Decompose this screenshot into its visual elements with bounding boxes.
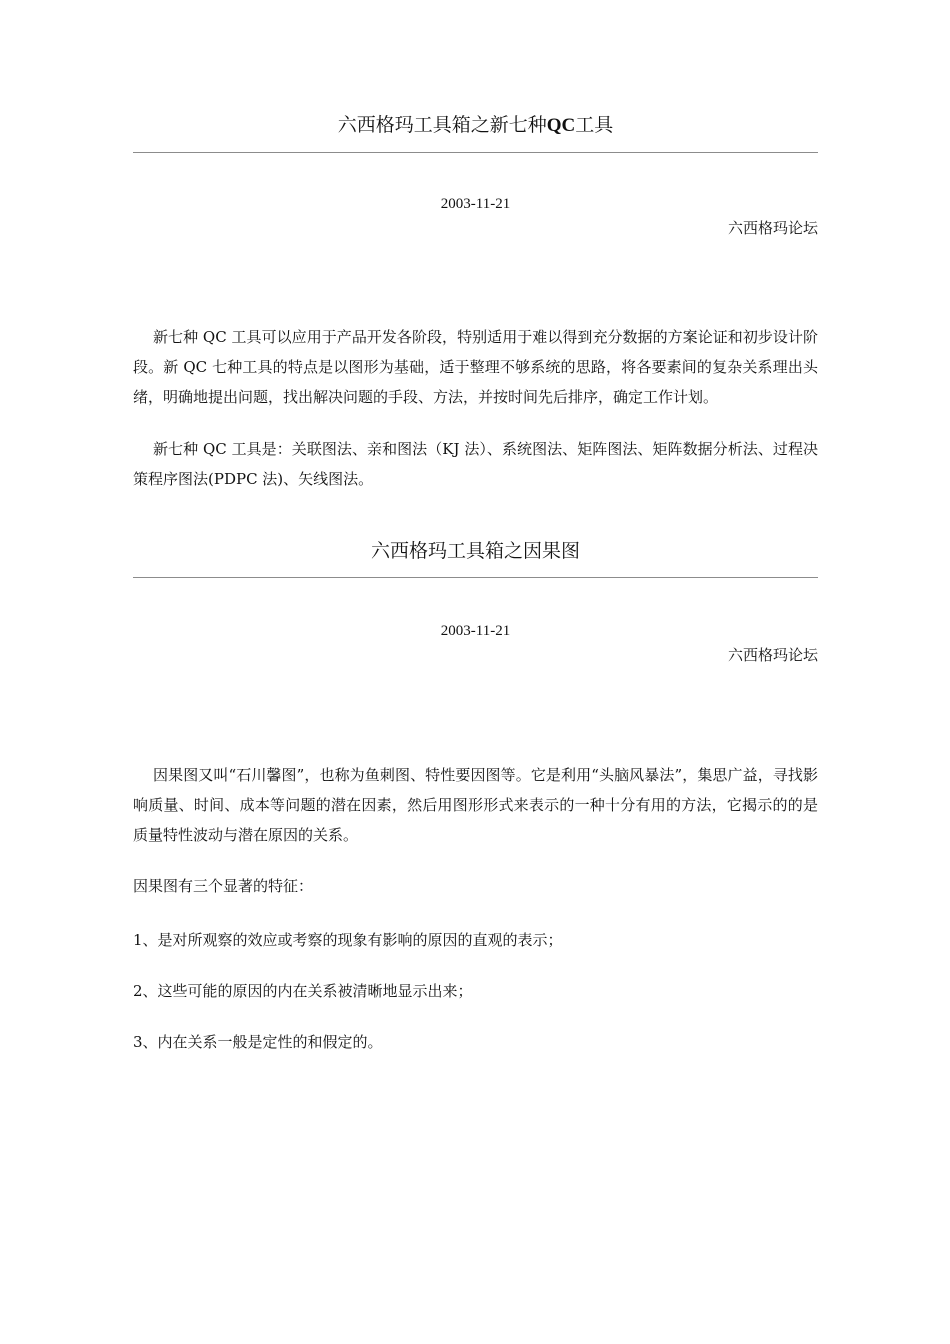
article-1-date: 2003-11-21 xyxy=(440,196,511,212)
article-1-title-rule xyxy=(133,152,818,153)
article-2-feature-1: 1、是对所观察的效应或考察的现象有影响的原因的直观的表示； xyxy=(133,931,563,949)
article-1-title xyxy=(133,112,818,139)
article-2-paragraph: 因果图又叫“石川馨图”，也称为鱼刺图、特性要因图等。它是利用“头脑风暴法”，集思广益，寻找影响质量、时间、成本等问题的潜在因素，然后用图形形式来表示的一种十分有用的方法，它揭示的的是质量特性波动与潜在原因的关系。 xyxy=(133,766,818,844)
article-2-title-rule xyxy=(133,577,818,578)
article-2-features-intro: 因果图有三个显著的特征： xyxy=(133,877,314,895)
article-1-title-prefix: 六西格玛工具箱之新七种 xyxy=(337,114,547,136)
article-2-source: 六西格玛论坛 xyxy=(727,646,818,664)
article-2-title: 六西格玛工具箱之因果图 xyxy=(370,540,580,562)
article-1-paragraph-2: 新七种 QC 工具是：关联图法、亲和图法（KJ 法）、系统图法、矩阵图法、矩阵数据分析法、过程决策程序图法(PDPC 法)、矢线图法。 xyxy=(133,440,818,488)
article-1-paragraph-1: 新七种 QC 工具可以应用于产品开发各阶段，特别适用于难以得到充分数据的方案论证和初步设计阶段。新 QC 七种工具的特点是以图形为基础，适于整理不够系统的思路，将各要素间的复杂关系理出头绪，明确地提出问题，找出解决问题的手段、方法，并按时间先后排序，确定工作计划。 xyxy=(133,328,818,406)
article-1-title-bold: QC xyxy=(546,115,576,136)
article-1-title-suffix: 工具 xyxy=(575,114,614,136)
article-2-feature-3: 3、内在关系一般是定性的和假定的。 xyxy=(133,1033,383,1051)
article-2-feature-2: 2、这些可能的原因的内在关系被清晰地显示出来； xyxy=(133,982,473,1000)
article-1-source: 六西格玛论坛 xyxy=(727,219,818,237)
article-2-date: 2003-11-21 xyxy=(440,623,511,639)
